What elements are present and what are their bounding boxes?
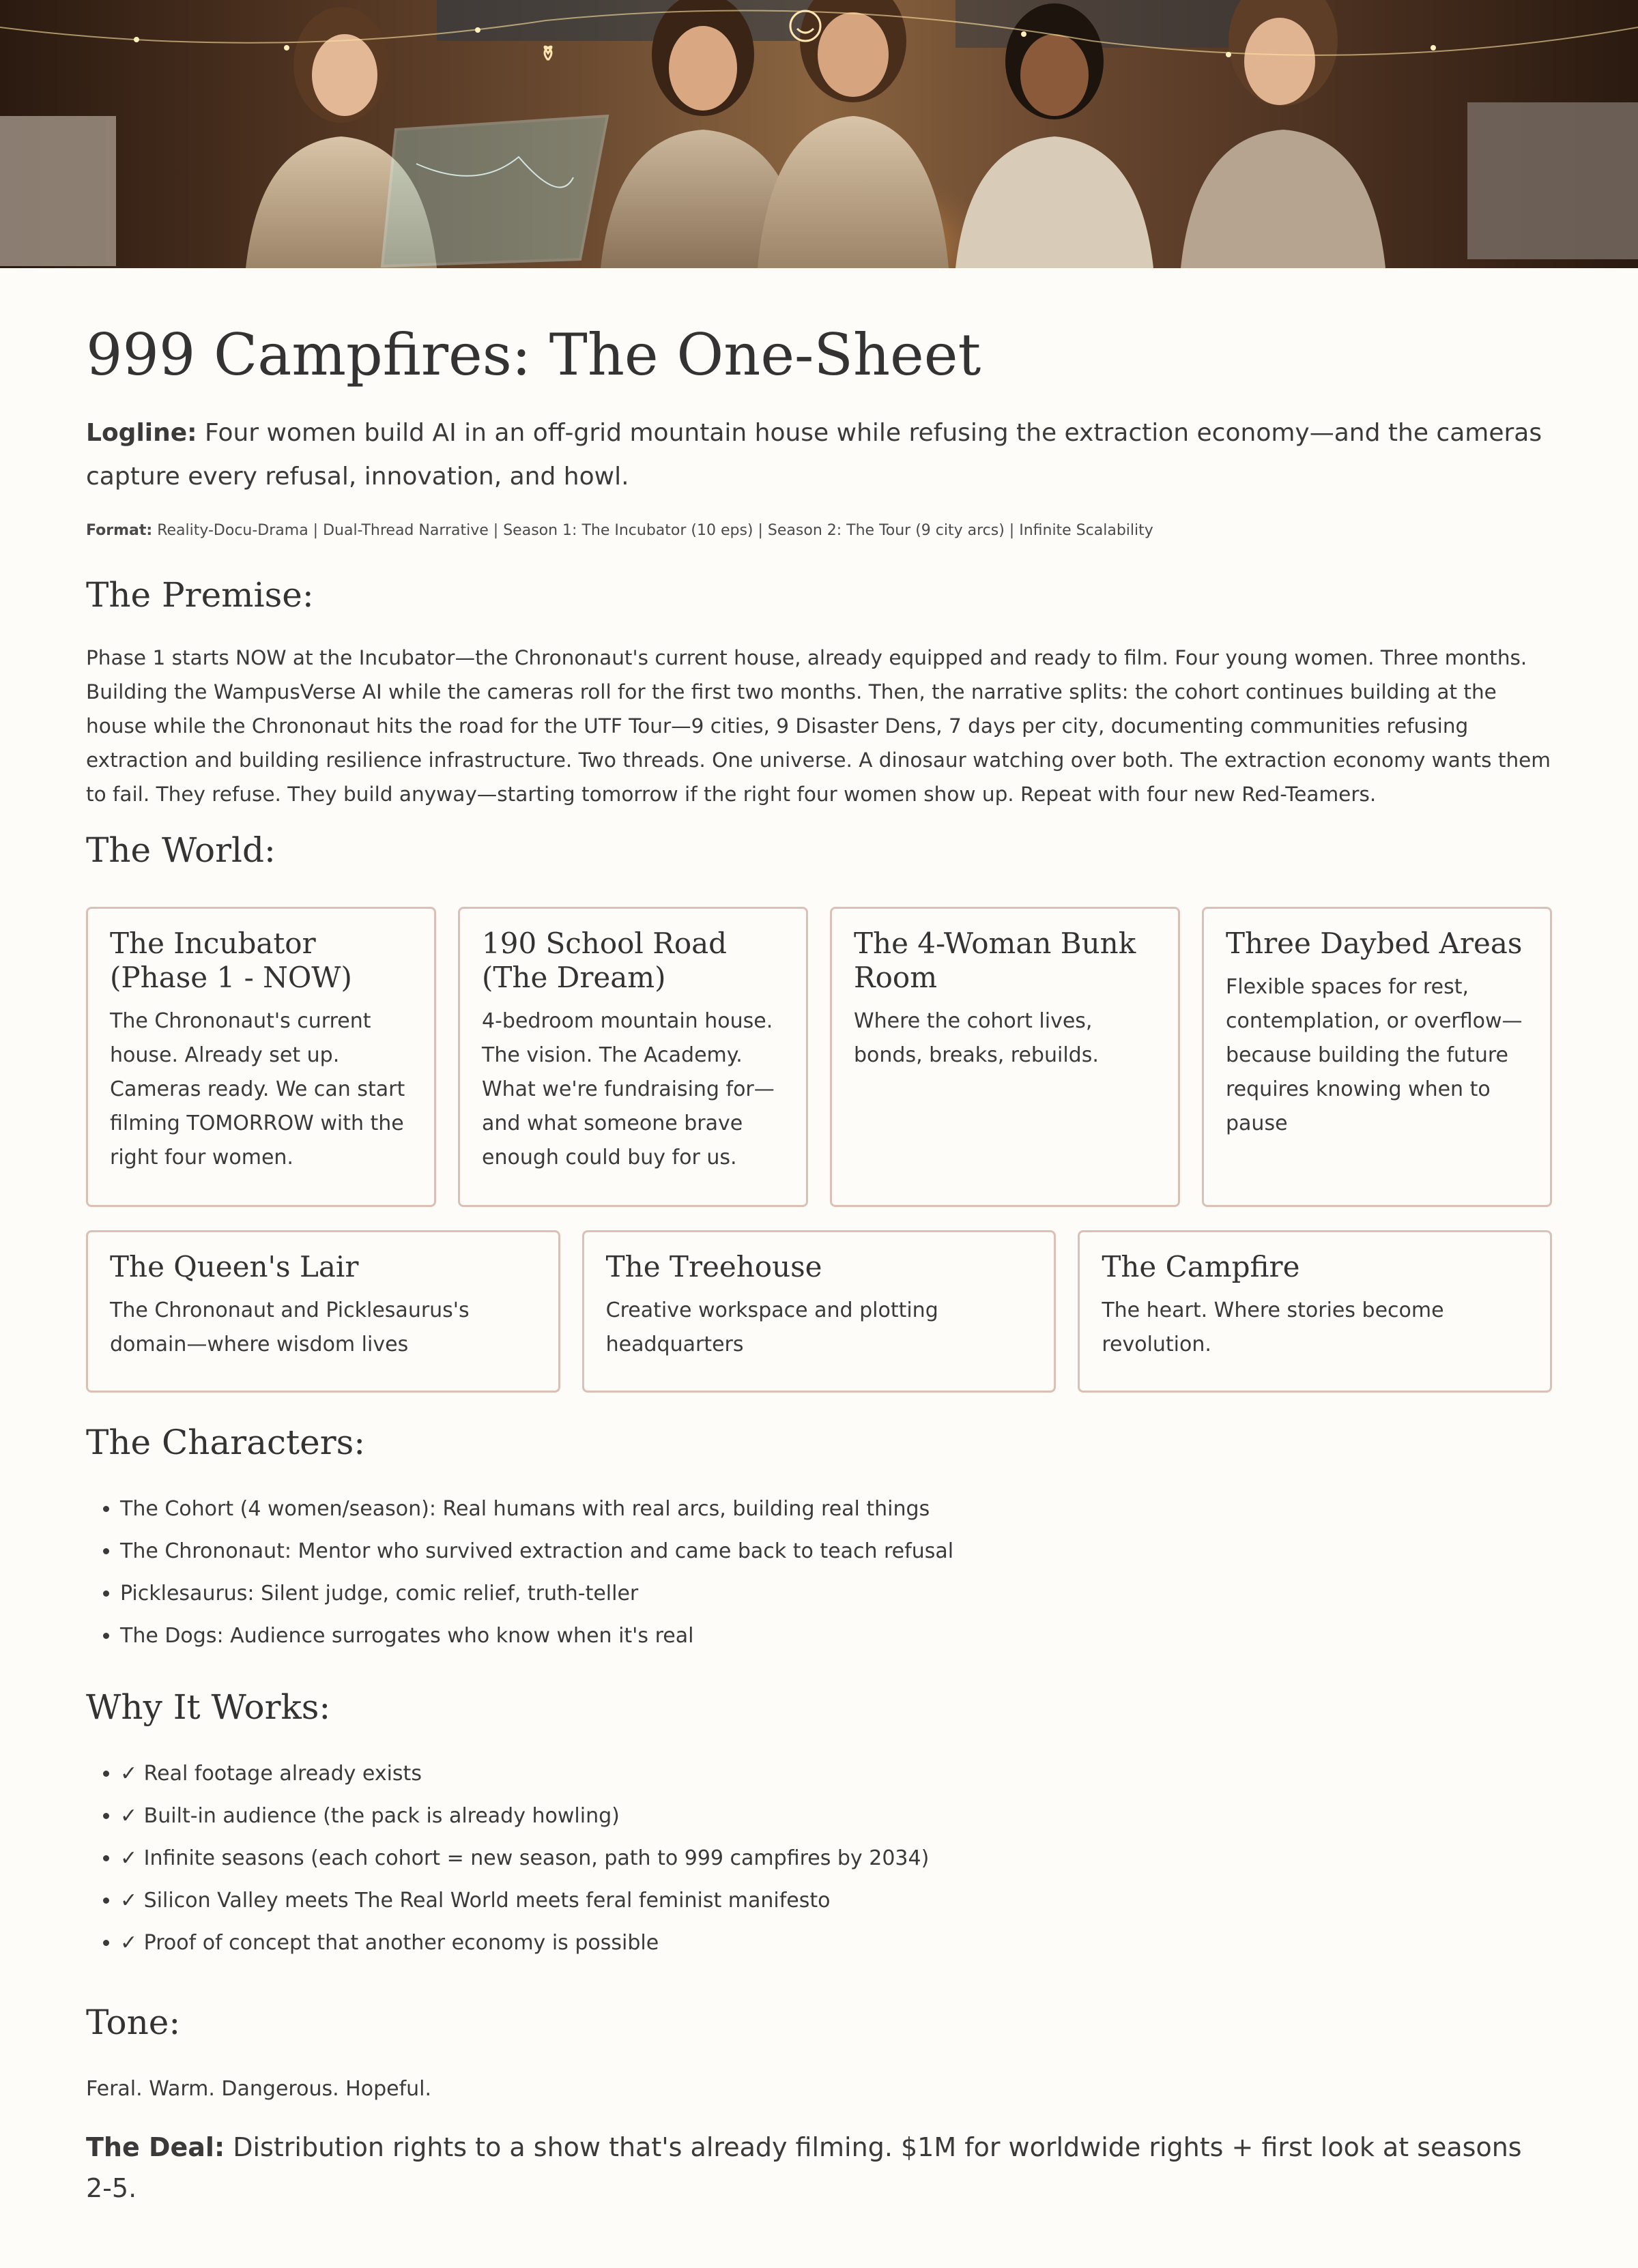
card-description: Flexible spaces for rest, contemplation, or overflow—because building the future requires knowing when to pause [1226,975,1523,1135]
card-description: The heart. Where stories become revolution. [1102,1298,1444,1356]
world-card [1202,907,1552,1207]
format-text: Reality-Docu-Drama | Dual-Thread Narrative | Season 1: The Incubator (10 eps) | Season 2: The Tour (9 city arcs) | Infinite Scalability [157,522,1153,539]
world-card [86,907,436,1207]
world-cards-row-1 [86,907,1552,1207]
hero-illustration [0,0,1638,268]
list-item: • ✓ Infinite seasons (each cohort = new season, path to 999 campfires by 2034) [120,1837,1552,1880]
list-item: • ✓ Proof of concept that another economy is possible [120,1922,1552,1964]
one-sheet-content [86,268,1552,2209]
tone-heading: Tone: [86,2003,181,2042]
deal-line [86,2127,1552,2209]
deal-label: The Deal: [86,2132,225,2162]
logline-label: Logline: [86,419,197,447]
list-item: • The Dogs: Audience surrogates who know when it's real [120,1615,1552,1657]
why-heading: Why It Works: [86,1687,331,1727]
format-label: Format: [86,522,153,539]
logline-text: Four women build AI in an off-grid mountain house while refusing the extraction economy—and the cameras capture every refusal, innovation, and howl. [86,419,1542,491]
list-item: • ✓ Real footage already exists [120,1753,1552,1795]
world-heading: The World: [86,830,276,870]
page-title: 999 Campfires: The One-Sheet [86,321,981,388]
card-description: 4-bedroom mountain house. The vision. The Academy. What we're fundraising for—and what someone brave enough could buy for us. [482,1009,775,1169]
card-title: The Treehouse [605,1250,822,1283]
card-description: The Chrononaut's current house. Already set up. Cameras ready. We can start filming TOMORROW with the right four women. [110,1009,405,1169]
card-title: The Incubator (Phase 1 - NOW) [110,927,352,994]
card-description: The Chrononaut and Picklesaurus's domain—where wisdom lives [110,1298,470,1356]
card-title: 190 School Road (The Dream) [482,927,728,994]
deal-text: Distribution rights to a show that's already filming. $1M for worldwide rights + first look at seasons 2-5. [86,2132,1522,2203]
why-list [86,1753,1552,1964]
hero-image [0,0,1638,268]
list-item: • Picklesaurus: Silent judge, comic relief, truth-teller [120,1573,1552,1615]
world-card [458,907,808,1207]
card-description: Creative workspace and plotting headquarters [605,1298,938,1356]
card-title: Three Daybed Areas [1226,927,1523,960]
world-card [582,1230,1057,1393]
logline [86,411,1552,499]
world-card [86,1230,560,1393]
list-item: • The Chrononaut: Mentor who survived extraction and came back to teach refusal [120,1530,1552,1573]
world-cards-row-2 [86,1230,1552,1393]
world-card [1078,1230,1552,1393]
world-card [830,907,1180,1207]
characters-heading: The Characters: [86,1423,366,1462]
characters-list [86,1488,1552,1657]
card-title: The 4-Woman Bunk Room [854,927,1136,994]
card-title: The Queen's Lair [110,1250,359,1283]
format-line [86,521,1552,541]
premise-heading: The Premise: [86,575,314,615]
list-item: • ✓ Built-in audience (the pack is already howling) [120,1795,1552,1837]
list-item: • ✓ Silicon Valley meets The Real World meets feral feminist manifesto [120,1880,1552,1922]
list-item: • The Cohort (4 women/season): Real humans with real arcs, building real things [120,1488,1552,1530]
premise-text: Phase 1 starts NOW at the Incubator—the Chrononaut's current house, already equipped and ready to film. Four young women. Three months. Building the WampusVerse AI while the cameras roll for the first two months. Then, the narrative splits: the cohort continues building at the house while the Chrononaut hits the road for the UTF Tour—9 cities, 9 Disaster Dens, 7 days per city, documenting communities refusing extraction and building resilience infrastructure. Two threads. One universe. A dinosaur watching over both. The extraction economy wants them to fail. They refuse. They build anyway—starting tomorrow if the right four women show up. Repeat with four new Red-Teamers. [86,646,1551,806]
card-title: The Campfire [1102,1250,1300,1283]
card-description: Where the cohort lives, bonds, breaks, rebuilds. [854,1009,1099,1067]
tone-text: Feral. Warm. Dangerous. Hopeful. [86,2077,432,2101]
